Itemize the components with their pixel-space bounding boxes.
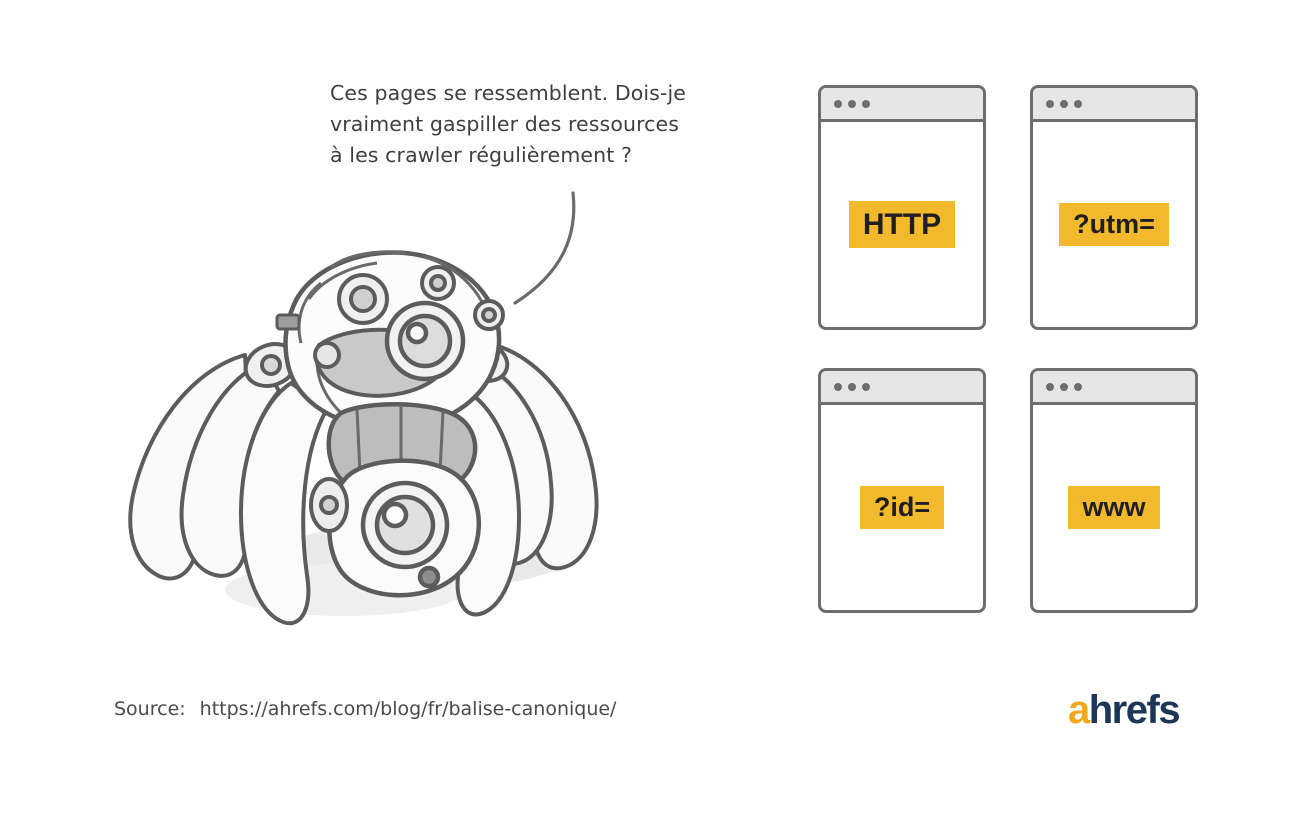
window-dot-icon	[1046, 383, 1054, 391]
window-dot-icon	[1046, 100, 1054, 108]
speech-bubble-line-1: Ces pages se ressemblent. Dois-je	[330, 81, 686, 105]
window-dot-icon	[1060, 383, 1068, 391]
speech-bubble	[330, 78, 760, 171]
browser-card-www[interactable]	[1030, 368, 1198, 613]
url-tag-utm: ?utm=	[1059, 203, 1169, 247]
browser-card-id[interactable]	[818, 368, 986, 613]
ahrefs-logo	[1068, 690, 1179, 730]
browser-chrome	[821, 371, 983, 405]
browser-body	[1033, 122, 1195, 327]
browser-card-http[interactable]	[818, 85, 986, 330]
robot-spider-crawler-illustration	[95, 195, 665, 665]
url-tag-www: www	[1068, 486, 1159, 530]
browser-body	[1033, 405, 1195, 610]
browser-chrome	[1033, 371, 1195, 405]
source-label: Source:	[114, 698, 186, 720]
url-tag-id: ?id=	[860, 486, 944, 530]
source-url-link[interactable]: https://ahrefs.com/blog/fr/balise-canonique/	[199, 698, 617, 720]
window-dot-icon	[834, 100, 842, 108]
window-dot-icon	[848, 100, 856, 108]
window-dot-icon	[1074, 383, 1082, 391]
window-dot-icon	[1074, 100, 1082, 108]
window-dot-icon	[862, 383, 870, 391]
window-dot-icon	[862, 100, 870, 108]
window-dot-icon	[848, 383, 856, 391]
browser-body	[821, 122, 983, 327]
logo-accent-letter: a	[1068, 688, 1089, 732]
window-dot-icon	[834, 383, 842, 391]
window-dot-icon	[1060, 100, 1068, 108]
browser-chrome	[821, 88, 983, 122]
browser-card-utm[interactable]	[1030, 85, 1198, 330]
url-tag-http: HTTP	[849, 201, 955, 248]
source-line	[114, 698, 616, 720]
speech-bubble-line-3: à les crawler régulièrement ?	[330, 143, 632, 167]
logo-text: hrefs	[1088, 688, 1180, 732]
browser-body	[821, 405, 983, 610]
browser-chrome	[1033, 88, 1195, 122]
speech-bubble-line-2: vraiment gaspiller des ressources	[330, 112, 680, 136]
